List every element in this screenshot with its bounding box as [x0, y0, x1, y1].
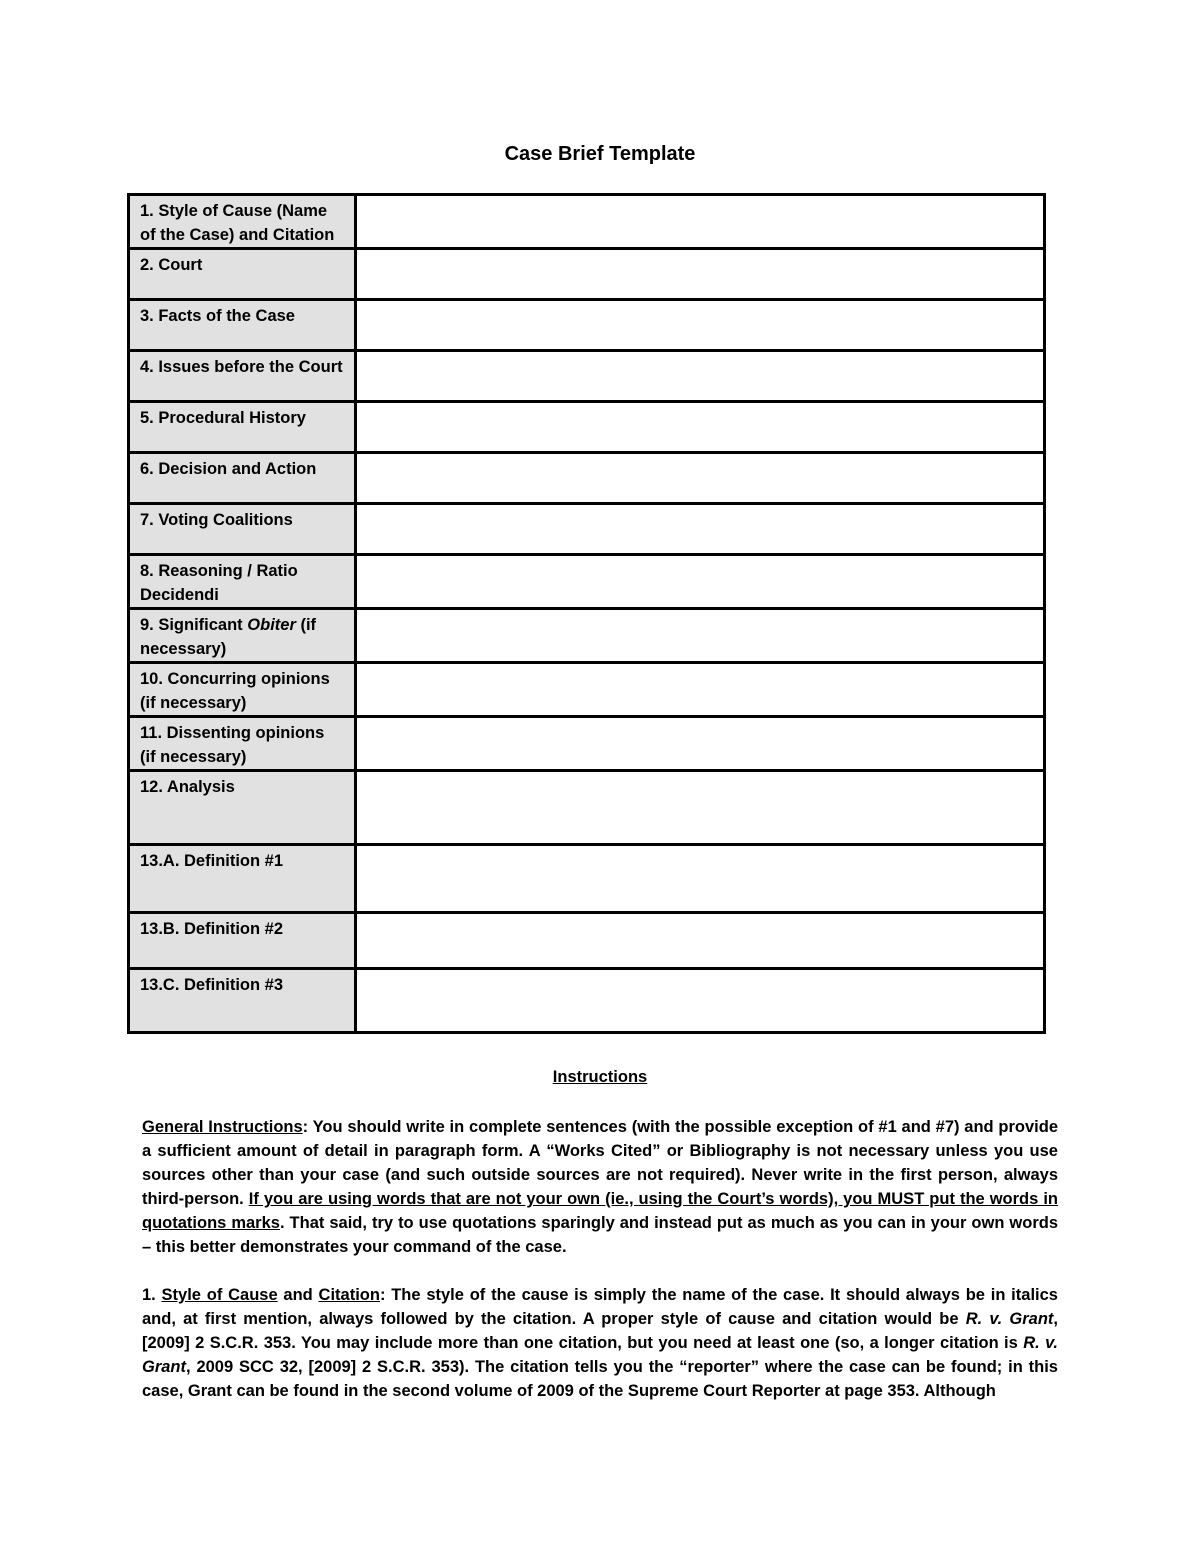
row-label — [129, 913, 356, 969]
row-label — [129, 771, 356, 845]
row-label-text: 8. Reasoning / Ratio Decidendi — [140, 562, 298, 604]
row-label — [129, 609, 356, 663]
row-label-text: 11. Dissenting opinions (if necessary) — [140, 724, 325, 766]
row-label-text: 7. Voting Coalitions — [140, 511, 293, 529]
table-row — [129, 402, 1045, 453]
row-label — [129, 249, 356, 300]
style-of-cause-text-3: , 2009 SCC 32, [2009] 2 S.C.R. 353). The citation tells you the “reporter” where the case can be found; in this case, Grant can be found in the second volume of 2009 of the Supreme Court Reporter at page 353. Although — [142, 1358, 1058, 1400]
style-of-cause-label: Style of Cause — [161, 1286, 278, 1304]
table-row — [129, 300, 1045, 351]
row-value-field[interactable] — [356, 663, 1045, 717]
row-label-text: 13.B. Definition #2 — [140, 920, 284, 938]
row-value-field[interactable] — [356, 453, 1045, 504]
row-value-field[interactable] — [356, 771, 1045, 845]
style-of-cause-paragraph — [142, 1283, 1058, 1403]
table-row — [129, 771, 1045, 845]
case-brief-table — [127, 193, 1046, 1034]
row-label — [129, 195, 356, 249]
table-row — [129, 453, 1045, 504]
row-value-field[interactable] — [356, 717, 1045, 771]
style-of-cause-text-2: , [2009] 2 S.C.R. 353. You may include more than one citation, but you need at least one (so, a longer citation is — [142, 1310, 1058, 1352]
row-label — [129, 663, 356, 717]
table-row — [129, 504, 1045, 555]
quotation-requirement-emphasis: If you are using words that are not your own (ie., using the Court’s words), you MUST put the words in quotations marks — [142, 1190, 1058, 1232]
row-label-label-italic: Obiter — [247, 616, 296, 634]
row-label-text: 10. Concurring opinions (if necessary) — [140, 670, 330, 712]
table-row — [129, 717, 1045, 771]
table-row — [129, 609, 1045, 663]
row-value-field[interactable] — [356, 504, 1045, 555]
row-label — [129, 300, 356, 351]
row-label — [129, 453, 356, 504]
row-label — [129, 845, 356, 913]
row-value-field[interactable] — [356, 969, 1045, 1033]
row-value-field[interactable] — [356, 609, 1045, 663]
row-value-field[interactable] — [356, 913, 1045, 969]
table-row — [129, 969, 1045, 1033]
row-value-field[interactable] — [356, 555, 1045, 609]
general-instructions-text-2: . That said, try to use quotations sparingly and instead put as much as you can in your own words – this better demonstrates your command of the case. — [142, 1214, 1058, 1256]
row-label-text: 13.A. Definition #1 — [140, 852, 284, 870]
general-instructions-paragraph — [142, 1115, 1058, 1259]
row-value-field[interactable] — [356, 195, 1045, 249]
table-row — [129, 351, 1045, 402]
row-label — [129, 504, 356, 555]
table-row — [129, 555, 1045, 609]
citation-label: Citation — [318, 1286, 380, 1304]
row-label-label-pre: 9. Significant — [140, 616, 248, 634]
row-value-field[interactable] — [356, 300, 1045, 351]
row-label-text: 13.C. Definition #3 — [140, 976, 284, 994]
row-value-field[interactable] — [356, 845, 1045, 913]
table-row — [129, 195, 1045, 249]
table-row — [129, 845, 1045, 913]
row-value-field[interactable] — [356, 402, 1045, 453]
row-label-text: 1. Style of Cause (Name of the Case) and Citation — [140, 202, 335, 244]
row-label-text: 4. Issues before the Court — [140, 358, 343, 376]
style-of-cause-number: 1. — [142, 1286, 162, 1304]
style-of-cause-text-1: : The style of the cause is simply the name of the case. It should always be in italics and, at first mention, always followed by the citation. A proper style of cause and citation would be — [142, 1286, 1058, 1328]
style-of-cause-and: and — [277, 1286, 319, 1304]
row-label-text: 2. Court — [140, 256, 203, 274]
row-label-text: 12. Analysis — [140, 778, 235, 796]
general-instructions-text-1: : You should write in complete sentences (with the possible exception of #1 and #7) and provide a sufficient amount of detail in paragraph form. A “Works Cited” or Bibliography is not necessary unless you use sources other than your case (and such outside sources are not required). Never write in the first person, always third-person. — [142, 1118, 1058, 1208]
case-name-example-1: R. v. Grant — [965, 1310, 1054, 1328]
general-instructions-label: General Instructions — [142, 1118, 303, 1136]
table-row — [129, 663, 1045, 717]
row-label-text: 3. Facts of the Case — [140, 307, 295, 325]
case-name-example-2: R. v. Grant — [142, 1334, 1058, 1376]
row-label — [129, 402, 356, 453]
row-value-field[interactable] — [356, 351, 1045, 402]
page-title: Case Brief Template — [504, 143, 696, 165]
row-label-text: 5. Procedural History — [140, 409, 306, 427]
instructions-heading: Instructions — [552, 1068, 648, 1086]
row-label-label-post: (if necessary) — [140, 616, 317, 658]
row-label — [129, 351, 356, 402]
row-label — [129, 717, 356, 771]
table-row — [129, 249, 1045, 300]
row-label — [129, 969, 356, 1033]
row-label-text: 6. Decision and Action — [140, 460, 317, 478]
case-brief-body — [129, 195, 1045, 1033]
row-label — [129, 555, 356, 609]
table-row — [129, 913, 1045, 969]
row-value-field[interactable] — [356, 249, 1045, 300]
